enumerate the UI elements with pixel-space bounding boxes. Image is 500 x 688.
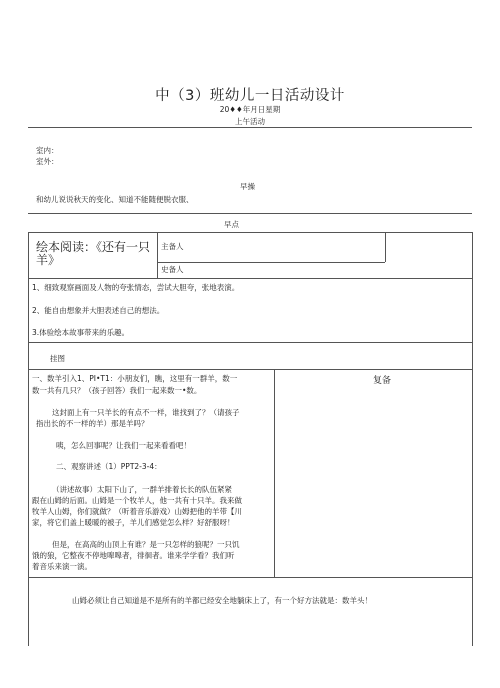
- reflection-label: 复备: [373, 376, 392, 386]
- footer-text: 山姆必须让自己知道是不是所有的羊都已经安全地躺床上了，有一个好方法就是：数羊头！: [72, 596, 372, 605]
- snack-heading: 早点: [224, 220, 239, 229]
- prep-divider: [157, 262, 385, 263]
- process-line: 跟在山姆的后面。山姆是一个牧羊人，他一共有十只羊。我来做: [32, 496, 242, 505]
- table-right-border: [472, 232, 473, 646]
- process-divider: [274, 369, 275, 577]
- outdoor-label: 室外：: [36, 157, 59, 166]
- lesson-divider: [157, 232, 158, 278]
- goal-3: 3.体验绘本故事带来的乐趣。: [32, 328, 130, 337]
- process-line: 饿的狼，它整夜不停地嗥嗥者，徘徊者。谁来学学看？我们听: [32, 551, 235, 560]
- page-title: 中（3）班幼儿一日活动设计: [155, 88, 345, 104]
- morning-exercise-heading: 早操: [240, 182, 255, 191]
- divider: [28, 577, 472, 578]
- lesson-title: 绘本阅读：《还有一只羊》: [36, 240, 151, 267]
- process-line: 牧羊人山姆，你们就做？（听着音乐游戏）山姆把他的羊带【川: [32, 507, 242, 516]
- history-prep-label: 史备人: [161, 265, 184, 274]
- divider: [28, 278, 472, 279]
- process-heading: 二、观察讲述（1）PPT2-3-4：: [56, 462, 162, 471]
- process-line: （讲述故事）太阳下山了，一群羊排着长长的队伍紧紧: [52, 485, 232, 494]
- process-line: 一、数羊引入1、PI•T1：小朋友们，瞧，这里有一群羊，数一: [32, 374, 238, 383]
- goal-1: 1、细致观察画面及人物的夸张情态，尝试大胆夸，张地表演。: [32, 283, 240, 292]
- divider: [28, 232, 472, 233]
- process-line: 指出长的不一样的羊）那是羊吗？: [36, 419, 149, 428]
- divider: [28, 369, 472, 370]
- process-line: 这封面上有一只羊长的有点不一样，谁找到了？（请孩子: [52, 408, 240, 417]
- divider: [28, 127, 472, 128]
- process-line: 但是，在高高的山顶上有谁？是一只怎样的狼呢？一只饥: [52, 540, 240, 549]
- lesson-divider-right: [385, 232, 386, 262]
- period-label: 上午活动: [235, 117, 265, 126]
- process-line: 家，将它们盖上暖暖的被子，羊儿们感觉怎么样？好舒服呀！: [32, 518, 235, 527]
- process-line: 数一共有几只？（孩子回答）我们一起来数一•数。: [32, 386, 202, 395]
- divider: [28, 213, 472, 214]
- morning-exercise-text: 和幼儿说说秋天的变化、知道不能随便脱衣服、: [36, 195, 194, 204]
- indoor-label: 室内：: [36, 146, 59, 155]
- materials-text: 挂图: [50, 354, 65, 363]
- date-line: 20♦♦年月日星期: [219, 105, 281, 114]
- table-left-border: [28, 232, 29, 646]
- divider: [28, 342, 472, 343]
- main-prep-label: 主备人: [161, 242, 184, 251]
- process-line: 着音乐来演一演。: [32, 562, 92, 571]
- process-line: 咦，怎么回事呢？让我们一起来看看吧！: [56, 441, 191, 450]
- goal-2: 2、能自由想象并大胆表述自己的想法。: [32, 306, 165, 315]
